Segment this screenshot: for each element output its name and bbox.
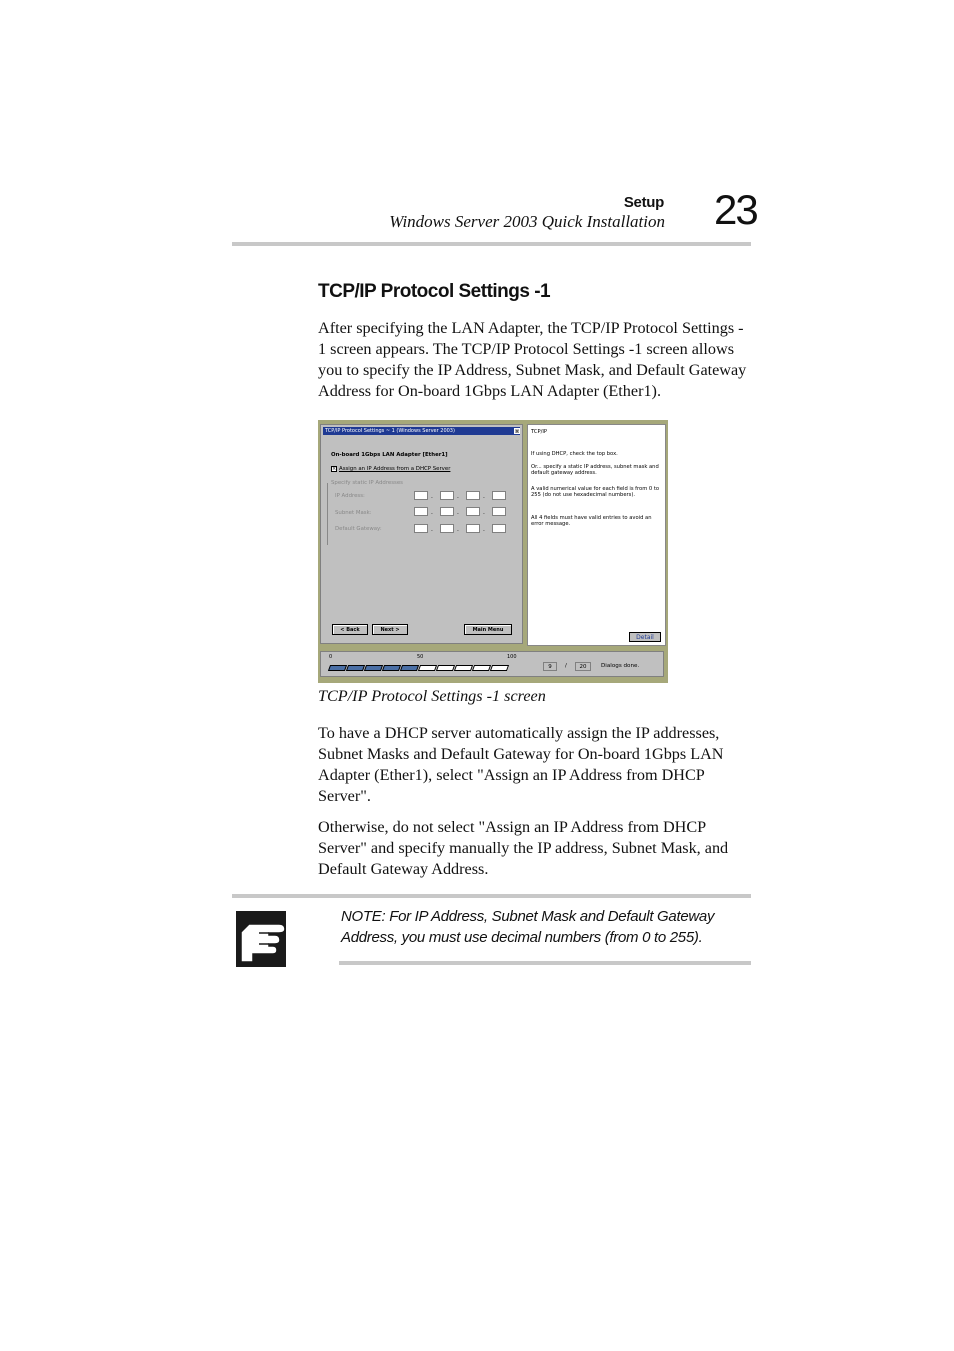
ip-separator-dot: . (431, 526, 433, 533)
dialog-titlebar (323, 427, 520, 435)
main-menu-button[interactable]: Main Menu (464, 624, 512, 635)
group-border (327, 483, 328, 545)
step-total: 20 (575, 662, 591, 671)
status-text: Dialogs done. (601, 663, 640, 669)
help-text: A valid numerical value for each field is from 0 to 255 (do not use hexadecimal numbers). (531, 486, 660, 499)
intro-paragraph: After specifying the LAN Adapter, the TCP/IP Protocol Settings - 1 screen appears. The TCP/IP Protocol Settings -1 screen allows you to specify the IP Address, Subnet Mask, and Default Gateway Address for On-board 1Gbps LAN Adapter (Ether1). (318, 319, 747, 400)
help-text: All 4 fields must have valid entries to avoid an error message. (531, 515, 652, 528)
help-text: If using DHCP, check the top box. (531, 451, 618, 457)
dhcp-checkbox-label[interactable]: Assign an IP Address from a DHCP Server (339, 466, 451, 472)
dhcp-paragraph: To have a DHCP server automatically assign the IP addresses, Subnet Masks and Default Gateway for On-board 1Gbps LAN Adapter (Ether1), select "Assign an IP Address from DHCP Server". (318, 724, 724, 805)
ip-separator-dot: . (431, 493, 433, 500)
progress-segment (490, 665, 509, 671)
screenshot-figure (318, 420, 668, 683)
progress-label-mid: 50 (417, 654, 424, 660)
progress-segment (382, 665, 401, 671)
manual-paragraph: Otherwise, do not select "Assign an IP Address from DHCP Server" and specify manually the IP address, Subnet Mask, and Default Gateway Address. (318, 818, 729, 878)
adapter-label: On-board 1Gbps LAN Adapter [Ether1] (331, 452, 448, 458)
ip-separator-dot: . (483, 493, 485, 500)
page-number: 23 (714, 186, 757, 233)
progress-segment (400, 665, 419, 671)
dialog-title: TCP/IP Protocol Settings ~ 1 (Windows Server 2003) (325, 428, 455, 434)
help-pane (527, 424, 666, 646)
detail-button[interactable]: Detail (629, 632, 661, 642)
ip-separator-dot: . (457, 526, 459, 533)
ip-address-label: IP Address: (335, 493, 365, 499)
back-button[interactable]: < Back (332, 624, 368, 635)
close-icon[interactable]: × (515, 429, 520, 435)
progress-segment (472, 665, 491, 671)
progress-segment (418, 665, 437, 671)
settings-dialog (320, 424, 523, 644)
progress-segment (346, 665, 365, 671)
progress-segment (328, 665, 347, 671)
note-text: NOTE: For IP Address, Subnet Mask and Default Gateway Address, you must use decimal numbers (from 0 to 255). (341, 908, 715, 946)
help-text: Or... specify a static IP address, subnet mask and default gateway address. (531, 464, 659, 477)
ip-separator-dot: . (457, 509, 459, 516)
header-section-label: Setup (623, 194, 664, 211)
note-bottom-divider (339, 961, 751, 965)
progress-bar (329, 652, 519, 678)
note-top-divider (232, 894, 751, 898)
dhcp-checkbox[interactable]: × (332, 466, 337, 472)
header-book-title: Windows Server 2003 Quick Installation (389, 212, 665, 231)
progress-segment (364, 665, 383, 671)
ip-separator-dot: . (483, 509, 485, 516)
default-gateway-label: Default Gateway: (335, 526, 382, 532)
progress-segment (454, 665, 473, 671)
subnet-mask-label: Subnet Mask: (335, 510, 372, 516)
ip-separator-dot: . (457, 493, 459, 500)
step-separator: / (565, 663, 567, 669)
section-heading: TCP/IP Protocol Settings -1 (318, 281, 551, 302)
step-current: 9 (543, 662, 557, 671)
progress-label-start: 0 (329, 654, 333, 660)
status-bar (320, 651, 664, 677)
static-ip-group-label: Specify static IP Addresses (331, 480, 403, 486)
next-button[interactable]: Next > (372, 624, 408, 635)
progress-label-end: 100 (507, 654, 517, 660)
ip-separator-dot: . (483, 526, 485, 533)
header-divider (232, 242, 751, 246)
pointing-hand-icon (235, 910, 287, 968)
help-title: TCP/IP (531, 429, 548, 435)
figure-caption: TCP/IP Protocol Settings -1 screen (318, 687, 546, 705)
ip-separator-dot: . (431, 509, 433, 516)
progress-segment (436, 665, 455, 671)
